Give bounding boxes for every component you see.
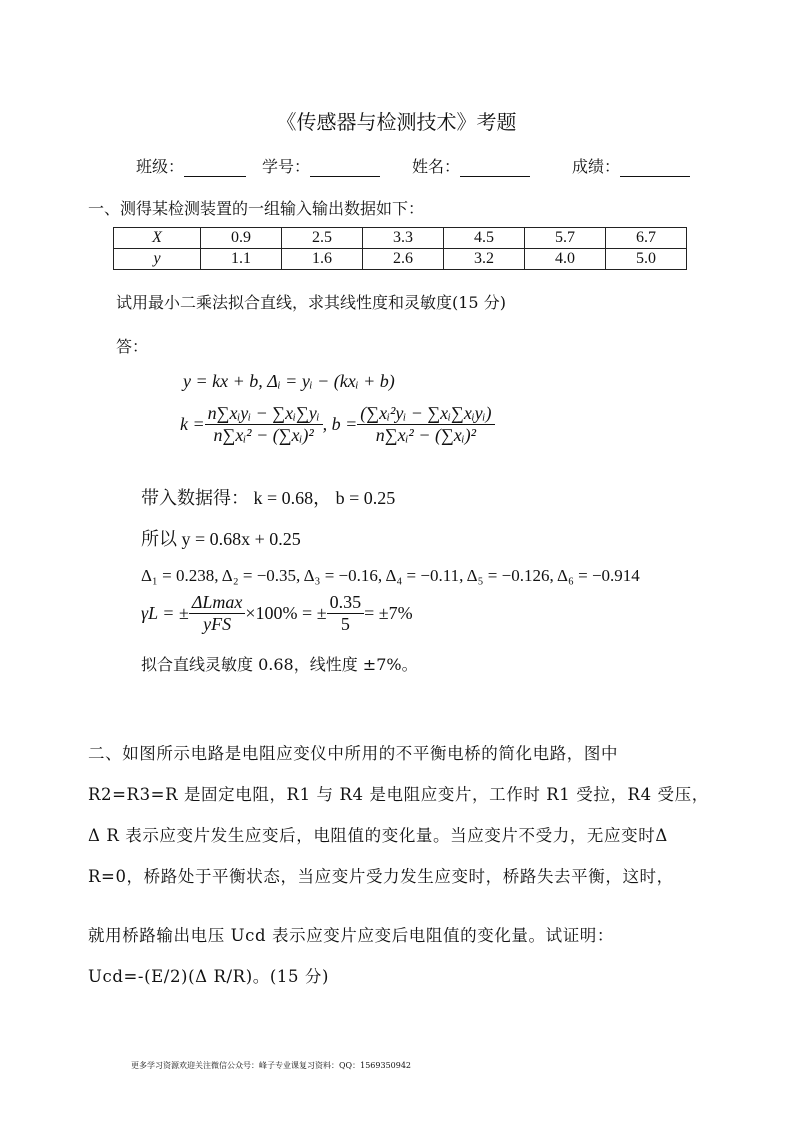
score-blank <box>620 158 690 177</box>
id-blank <box>310 158 380 177</box>
table-cell: 4.5 <box>444 228 525 249</box>
gamma-denominator: yFS <box>203 614 232 634</box>
score-label: 成绩： <box>572 157 621 176</box>
table-cell: 3.3 <box>363 228 444 249</box>
b-denominator: n∑xᵢ² − (∑xᵢ)² <box>375 425 477 445</box>
class-field <box>136 154 246 177</box>
gamma-denominator-2: 5 <box>340 614 350 634</box>
q2-line: 就用桥路输出电压 Ucd 表示应变片应变后电阻值的变化量。试证明： <box>88 926 614 945</box>
name-blank <box>460 158 530 177</box>
table-cell: 2.5 <box>282 228 363 249</box>
b-fraction <box>357 403 494 446</box>
q2-line: 二、如图所示电路是电阻应变仪中所用的不平衡电桥的简化电路，图中 <box>88 744 619 763</box>
table-cell: 6.7 <box>606 228 687 249</box>
name-field <box>412 154 530 177</box>
linearity-formula <box>141 592 413 635</box>
gamma-fraction <box>189 592 246 635</box>
table-cell: 1.1 <box>201 249 282 270</box>
score-field <box>572 154 690 177</box>
footer-note: 更多学习资源欢迎关注微信公众号：峰子专业课复习资料：QQ：1569350942 <box>131 1061 412 1070</box>
table-cell: 3.2 <box>444 249 525 270</box>
formula-model: y = kx + b, Δᵢ = yᵢ − (kxᵢ + b) <box>183 371 395 391</box>
table-cell: 2.6 <box>363 249 444 270</box>
table-cell: X <box>114 228 201 249</box>
id-label: 学号： <box>262 157 311 176</box>
q2-line: R2=R3=R 是固定电阻，R1 与 R4 是电阻应变片，工作时 R1 受拉，R4 受压， <box>88 785 709 804</box>
gamma-lhs: γL = ± <box>141 603 189 623</box>
result-line: 所以 y = 0.68x + 0.25 <box>141 529 301 549</box>
gamma-mid: ×100% = ± <box>245 603 327 623</box>
table-cell: 5.0 <box>606 249 687 270</box>
gamma-numerator: ΔLmax <box>189 592 246 614</box>
student-id-field <box>262 154 380 177</box>
gamma-numerator-2: 0.35 <box>327 592 365 614</box>
gamma-rhs: = ±7% <box>364 603 413 623</box>
q1-heading: 一、测得某检测装置的一组输入输出数据如下： <box>88 199 425 218</box>
q2-line: Δ R 表示应变片发生应变后，电阻值的变化量。当应变片不受力，无应变时Δ <box>88 826 668 845</box>
table-row-y <box>114 249 687 270</box>
k-numerator: n∑xᵢyᵢ − ∑xᵢ∑yᵢ <box>205 403 323 425</box>
table-cell: 0.9 <box>201 228 282 249</box>
conclusion: 拟合直线灵敏度 0.68，线性度 ±7%。 <box>141 655 418 674</box>
q1-prompt: 试用最小二乘法拟合直线，求其线性度和灵敏度(15 分) <box>116 293 506 312</box>
k-fraction <box>205 403 323 446</box>
table-cell: 1.6 <box>282 249 363 270</box>
b-eq: , b = <box>322 414 358 434</box>
q2-line: R=0，桥路处于平衡状态，当应变片受力发生应变时，桥路失去平衡，这时， <box>88 867 674 886</box>
residuals-line: Δ₁ = 0.238, Δ₂ = −0.35, Δ₃ = −0.16, Δ₄ = −0.11, Δ₅ = −0.126, Δ₆ = −0.914 <box>141 566 640 585</box>
b-numerator: (∑xᵢ²yᵢ − ∑xᵢ∑xᵢyᵢ) <box>357 403 494 425</box>
gamma-fraction-2 <box>327 592 365 635</box>
table-row-x <box>114 228 687 249</box>
formula-k-b <box>180 403 495 446</box>
table-cell: y <box>114 249 201 270</box>
k-eq: k = <box>180 414 205 434</box>
table-cell: 4.0 <box>525 249 606 270</box>
substitution-line: 带入数据得： k = 0.68， b = 0.25 <box>141 488 396 508</box>
name-label: 姓名： <box>412 157 461 176</box>
table-cell: 5.7 <box>525 228 606 249</box>
answer-label: 答： <box>116 337 149 356</box>
class-label: 班级： <box>136 157 185 176</box>
k-denominator: n∑xᵢ² − (∑xᵢ)² <box>213 425 314 445</box>
q2-line: Ucd=-(E/2)(Δ R/R)。(15 分) <box>88 967 330 986</box>
class-blank <box>184 158 246 177</box>
page-title: 《传感器与检测技术》考题 <box>276 110 517 134</box>
data-table <box>113 227 687 270</box>
